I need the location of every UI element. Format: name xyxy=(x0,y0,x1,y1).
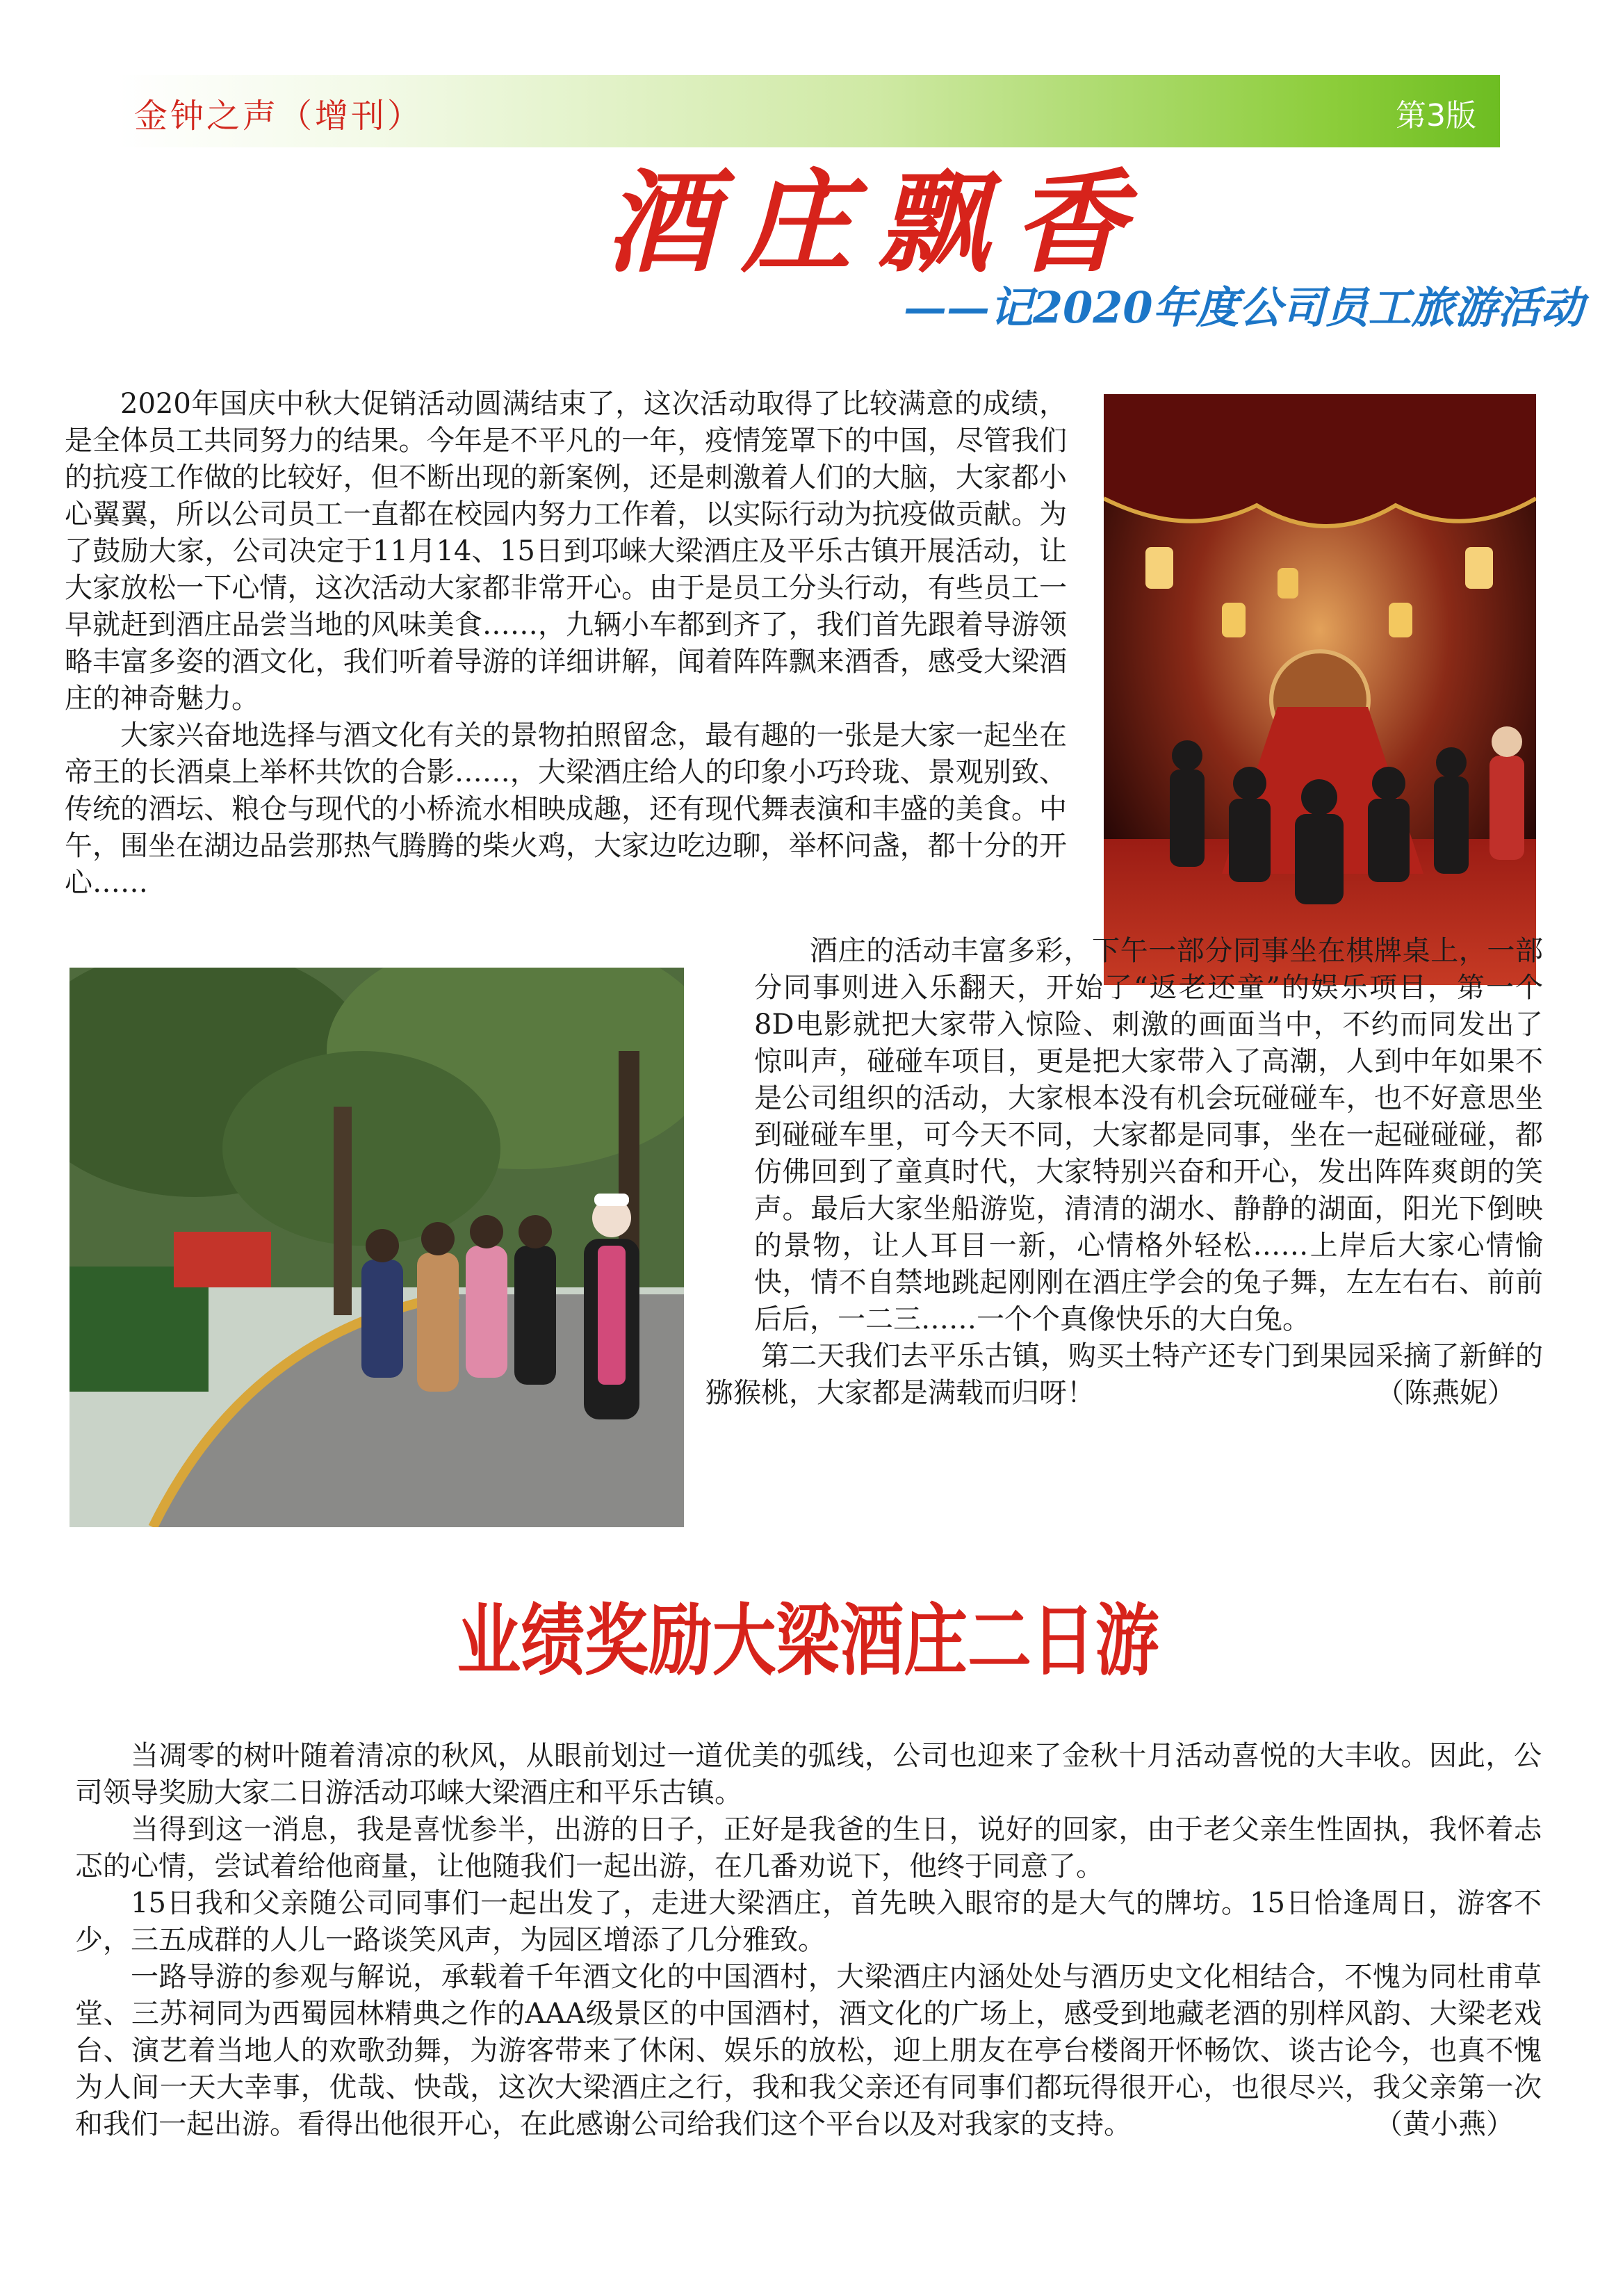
page-number: 第3版 xyxy=(1396,98,1476,133)
article2-paragraph: 当得到这一消息，我是喜忧参半，出游的日子，正好是我爸的生日，说好的回家，由于老父亲生性固执，我怀着忐忑的心情，尝试着给他商量，让他随我们一起出游，在几番劝说下，他终于同意了。 xyxy=(75,1814,1542,1882)
article1-paragraph-text: 第二天我们去平乐古镇，购买土特产还专门到果园采摘了新鲜的猕猴桃，大家都是满载而归呀！ xyxy=(705,1340,1543,1409)
article2-body xyxy=(75,1738,1542,2143)
banquet-photo xyxy=(1104,394,1536,985)
article1-title: 酒庄飘香 xyxy=(605,157,1150,288)
article1-paragraph: 大家兴奋地选择与酒文化有关的景物拍照留念，最有趣的一张是大家一起坐在帝王的长酒桌上举杯共饮的合影……，大梁酒庄给人的印象小巧玲珑、景观别致、传统的酒坛、粮仓与现代的小桥流水相映成趣，还有现代舞表演和丰盛的美食。中午，围坐在湖边品尝那热气腾腾的柴火鸡，大家边吃边聊，举杯问盏，都十分的开心…… xyxy=(65,719,1067,899)
article1-paragraph xyxy=(705,1338,1543,1412)
article2-author: （黄小燕） xyxy=(1375,2108,1514,2140)
newspaper-title: 金钟之声（增刊） xyxy=(134,97,424,136)
outdoor-group-photo xyxy=(70,968,684,1527)
article1-subtitle: ——记2020年度公司员工旅游活动 xyxy=(904,282,1584,333)
article1-paragraph: 酒庄的活动丰富多彩，下午一部分同事坐在棋牌桌上，一部分同事则进入乐翻天，开始了“返老还童”的娱乐项目，第一个8D电影就把大家带入惊险、刺激的画面当中，不约而同发出了惊叫声，碰碰车项目，更是把大家带入了高潮，人到中年如果不是公司组织的活动，大家根本没有机会玩碰碰车，也不好意思坐到碰碰车里，可今天不同，大家都是同事，坐在一起碰碰碰，都仿佛回到了童真时代，大家特别兴奋和开心，发出阵阵爽朗的笑声。最后大家坐船游览，清清的湖水、静静的湖面，阳光下倒映的景物，让人耳目一新，心情格外轻松……上岸后大家心情愉快，情不自禁地跳起刚刚在酒庄学会的兔子舞，左左右右、前前后后，一二三……一个个真像快乐的大白兔。 xyxy=(754,935,1543,1335)
article1-paragraph: 2020年国庆中秋大促销活动圆满结束了，这次活动取得了比较满意的成绩，是全体员工共同努力的结果。今年是不平凡的一年，疫情笼罩下的中国，尽管我们的抗疫工作做的比较好，但不断出现的新案例，还是刺激着人们的大脑，大家都小心翼翼，所以公司员工一直都在校园内努力工作着，以实际行动为抗疫做贡献。为了鼓励大家，公司决定于11月14、15日到邛崃大梁酒庄及平乐古镇开展活动，让大家放松一下心情，这次活动大家都非常开心。由于是员工分头行动，有些员工一早就赶到酒庄品尝当地的风味美食……，九辆小车都到齐了，我们首先跟着导游领略丰富多姿的酒文化，我们听着导游的详细讲解，闻着阵阵飘来酒香，感受大梁酒庄的神奇魅力。 xyxy=(65,388,1067,715)
article1-body-right xyxy=(705,933,1543,1412)
article2-title: 业绩奖励大梁酒庄二日游 xyxy=(457,1596,1159,1686)
article2-paragraph-text: 一路导游的参观与解说，承载着千年酒文化的中国酒村，大梁酒庄内涵处处与酒历史文化相结合，不愧为同杜甫草堂、三苏祠同为西蜀园林精典之作的AAA级景区的中国酒村，酒文化的广场上，感受到地藏老酒的别样风韵、大梁老戏台、演艺着当地人的欢歌劲舞，为游客带来了休闲、娱乐的放松，迎上朋友在亭台楼阁开怀畅饮、谈古论今，也真不愧为人间一天大幸事，优哉、快哉，这次大梁酒庄之行，我和我父亲还有同事们都玩得很开心，也很尽兴，我父亲第一次和我们一起出游。看得出他很开心，在此感谢公司给我们这个平台以及对我家的支持。 xyxy=(75,1961,1542,2140)
article2-paragraph: 15日我和父亲随公司同事们一起出发了，走进大梁酒庄，首先映入眼帘的是大气的牌坊。15日恰逢周日，游客不少，三五成群的人儿一路谈笑风声，为园区增添了几分雅致。 xyxy=(75,1887,1542,1956)
article2-paragraph: 当凋零的树叶随着清凉的秋风，从眼前划过一道优美的弧线，公司也迎来了金秋十月活动喜悦的大丰收。因此，公司领导奖励大家二日游活动邛崃大梁酒庄和平乐古镇。 xyxy=(75,1740,1542,1809)
article1-author: （陈燕妮） xyxy=(1376,1377,1515,1409)
article2-paragraph xyxy=(75,1959,1542,2143)
header-bar xyxy=(117,75,1500,147)
article1-body-top xyxy=(65,386,1067,902)
